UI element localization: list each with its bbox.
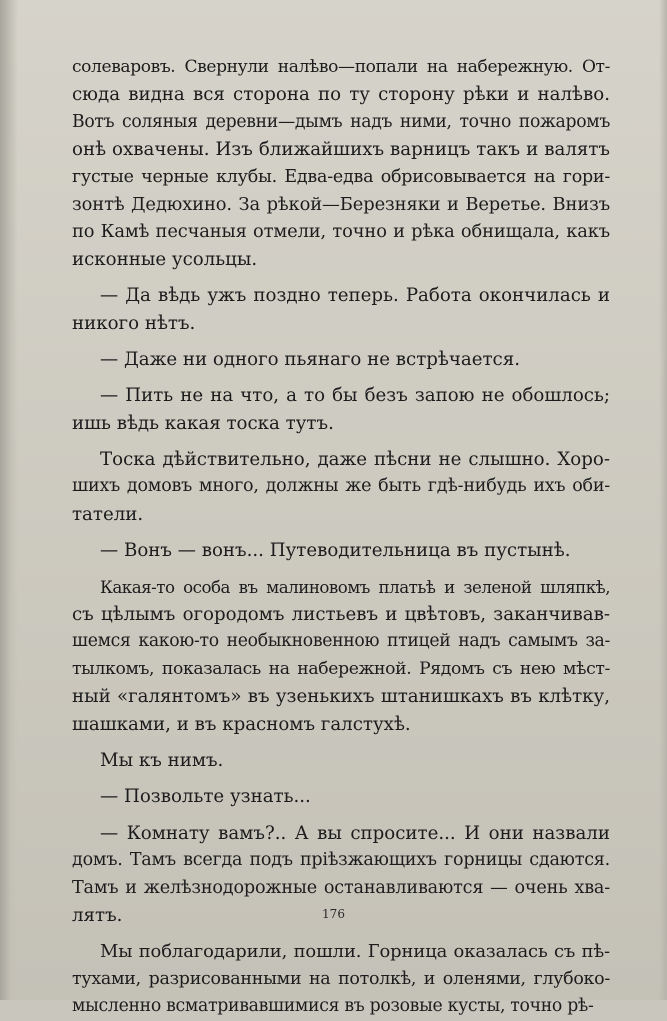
text-line: ишь вѣдь какая тоска тутъ. xyxy=(72,412,334,434)
paragraph-gap xyxy=(72,273,610,282)
text-line: Мы къ нимъ. xyxy=(100,749,224,771)
paragraph-gap xyxy=(72,929,610,938)
text-line: шемся какою-то необыкновенною птицей надъ самымъ за- xyxy=(72,631,610,652)
text-line: солеваровъ. Свернули налѣво—попали на набережную. От- xyxy=(72,57,610,77)
page-body-text xyxy=(72,54,610,1021)
text-line: Какая-то особа въ малиновомъ платьѣ и зеленой шляпкѣ, xyxy=(100,577,610,597)
text-line: зонтѣ Дедюхино. За рѣкой—Березняки и Веретье. Внизъ xyxy=(72,193,610,215)
paragraph xyxy=(72,537,610,564)
text-line: — Вонъ — вонъ... Путеводительница въ пустынѣ. xyxy=(100,540,571,562)
text-line: — Даже ни одного пьянаго не встрѣчается. xyxy=(100,348,520,370)
text-line: сюда видна вся сторона по ту сторону рѣки и налѣво. xyxy=(72,84,610,106)
page-edge-shadow xyxy=(659,0,667,1000)
paragraph xyxy=(72,574,610,738)
text-line: Вотъ соляныя деревни—дымъ надъ ними, точно пожаромъ xyxy=(72,111,610,132)
paragraph xyxy=(72,938,610,1020)
paragraph xyxy=(72,54,610,273)
page-number: 176 xyxy=(322,907,345,921)
paragraph xyxy=(72,382,610,437)
text-line: лятъ. xyxy=(72,904,123,926)
paragraph xyxy=(72,346,610,373)
paragraph-gap xyxy=(72,437,610,446)
paragraph-gap xyxy=(72,528,610,537)
text-line: шашками, и въ красномъ галстухѣ. xyxy=(72,713,411,735)
text-line: онѣ охвачены. Изъ ближайшихъ варницъ такъ и валятъ xyxy=(72,139,610,161)
paragraph-gap xyxy=(72,337,610,346)
text-line: — Да вѣдь ужъ поздно теперь. Работа окончилась и xyxy=(100,285,610,307)
paragraph xyxy=(72,282,610,337)
text-line: исконные усольцы. xyxy=(72,248,258,270)
paragraph-gap xyxy=(72,738,610,747)
text-line: домъ. Тамъ всегда подъ пріѣзжающихъ горницы сдаются. xyxy=(72,850,610,871)
text-line: густые черные клубы. Едва-едва обрисовывается на гори- xyxy=(72,166,610,187)
text-line: Мы поблагодарили, пошли. Горница оказалась съ пѣ- xyxy=(100,941,610,963)
text-line: по Камѣ песчаныя отмели, точно и рѣка обнищала, какъ xyxy=(72,221,610,243)
text-line: татели. xyxy=(72,503,144,525)
page-spine-shadow xyxy=(0,0,18,1000)
text-line: тухами, разрисованными на потолкѣ, и оленями, глубоко- xyxy=(72,968,610,989)
paragraph xyxy=(72,446,610,528)
text-line: шихъ домовъ много, должны же быть гдѣ-нибудь ихъ оби- xyxy=(72,476,610,497)
text-line: Тоска дѣйствительно, даже пѣсни не слышно. Хоро- xyxy=(100,449,610,471)
paragraph-gap xyxy=(72,565,610,574)
text-line: никого нѣтъ. xyxy=(72,312,196,334)
text-line: тылкомъ, показалась на набережной. Рядомъ съ нею мѣст- xyxy=(72,658,610,679)
text-line: съ цѣлымъ огородомъ листьевъ и цвѣтовъ, заканчивав- xyxy=(72,604,610,626)
text-line: — Пить не на что, а то бы безъ запою не обошлось; xyxy=(100,385,610,407)
text-line: Тамъ и желѣзнодорожные останавливаются — очень хва- xyxy=(72,877,610,898)
text-line: ный «галянтомъ» въ узенькихъ штанишкахъ въ клѣтку, xyxy=(72,686,610,708)
paragraph-gap xyxy=(72,373,610,382)
paragraph-gap xyxy=(72,774,610,783)
text-line: — Позвольте узнать... xyxy=(100,786,311,808)
paragraph xyxy=(72,783,610,810)
paragraph xyxy=(72,747,610,774)
text-line: мысленно всматривавшимися въ розовые кусты, точно рѣ- xyxy=(72,996,594,1017)
text-line: — Комнату вамъ?.. А вы спросите... И они назвали xyxy=(100,822,610,844)
paragraph-gap xyxy=(72,811,610,820)
